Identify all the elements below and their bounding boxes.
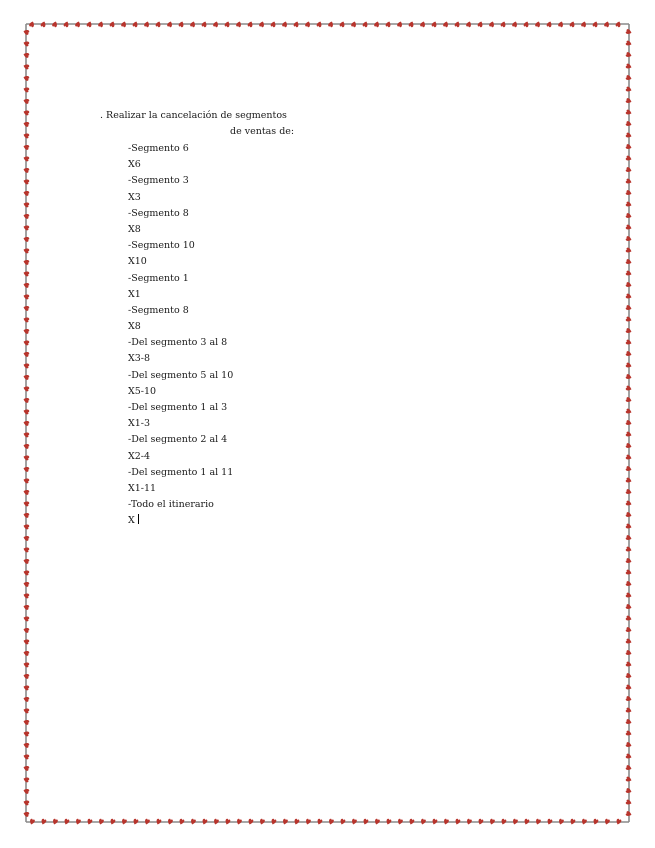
segment-item-label: -Segmento 6 bbox=[128, 143, 189, 154]
segment-item-label: -Del segmento 5 al 10 bbox=[128, 369, 234, 381]
heading-line-1: . Realizar la cancelación de segmentos bbox=[100, 110, 287, 121]
segment-item-code bbox=[128, 190, 233, 206]
segment-code-text: X2-4 bbox=[128, 450, 151, 462]
segment-code-text: X1 bbox=[128, 288, 141, 300]
segment-code-text: X8 bbox=[128, 321, 141, 333]
segment-item-code bbox=[128, 513, 233, 529]
segment-item-code bbox=[128, 384, 233, 400]
segment-item-label: -Segmento 8 bbox=[128, 304, 189, 316]
segment-item-label: -Del segmento 1 al 3 bbox=[128, 402, 228, 413]
segment-item-code bbox=[128, 416, 233, 432]
segment-code-text: X8 bbox=[128, 223, 141, 235]
segment-item-code bbox=[128, 319, 233, 335]
segment-item-label: -Segmento 10 bbox=[128, 240, 195, 252]
segment-item-label: -Segmento 1 bbox=[128, 272, 189, 284]
segment-code-text: X3 bbox=[128, 191, 141, 203]
segment-item-label: -Del segmento 3 al 8 bbox=[128, 337, 228, 349]
segment-item-label: -Segmento 8 bbox=[128, 207, 189, 219]
segment-code-text: X1-3 bbox=[128, 418, 151, 430]
segment-code-text: X3-8 bbox=[128, 353, 151, 365]
segment-item-code bbox=[128, 481, 233, 497]
segment-item-code bbox=[128, 351, 233, 367]
segment-item-label: -Todo el itinerario bbox=[128, 499, 214, 511]
segment-item-label: -Del segmento 1 al 11 bbox=[128, 466, 234, 478]
segment-item-label: -Del segmento 2 al 4 bbox=[128, 434, 228, 446]
heading-line-2: de ventas de: bbox=[230, 126, 295, 137]
segment-code-text: X6 bbox=[128, 159, 141, 171]
segment-item-code bbox=[128, 254, 233, 270]
segment-code-text: X5-10 bbox=[128, 385, 157, 397]
segment-item-label: -Segmento 3 bbox=[128, 175, 189, 187]
segment-item-code bbox=[128, 157, 233, 173]
segment-item-code bbox=[128, 287, 233, 303]
text-cursor bbox=[138, 514, 139, 524]
segment-code-text: X1-11 bbox=[128, 482, 157, 494]
segment-code-text: X10 bbox=[128, 256, 147, 268]
segment-item-code bbox=[128, 449, 233, 465]
segment-list bbox=[128, 141, 233, 530]
segment-item-code bbox=[128, 222, 233, 238]
segment-code-text: X bbox=[128, 515, 135, 527]
